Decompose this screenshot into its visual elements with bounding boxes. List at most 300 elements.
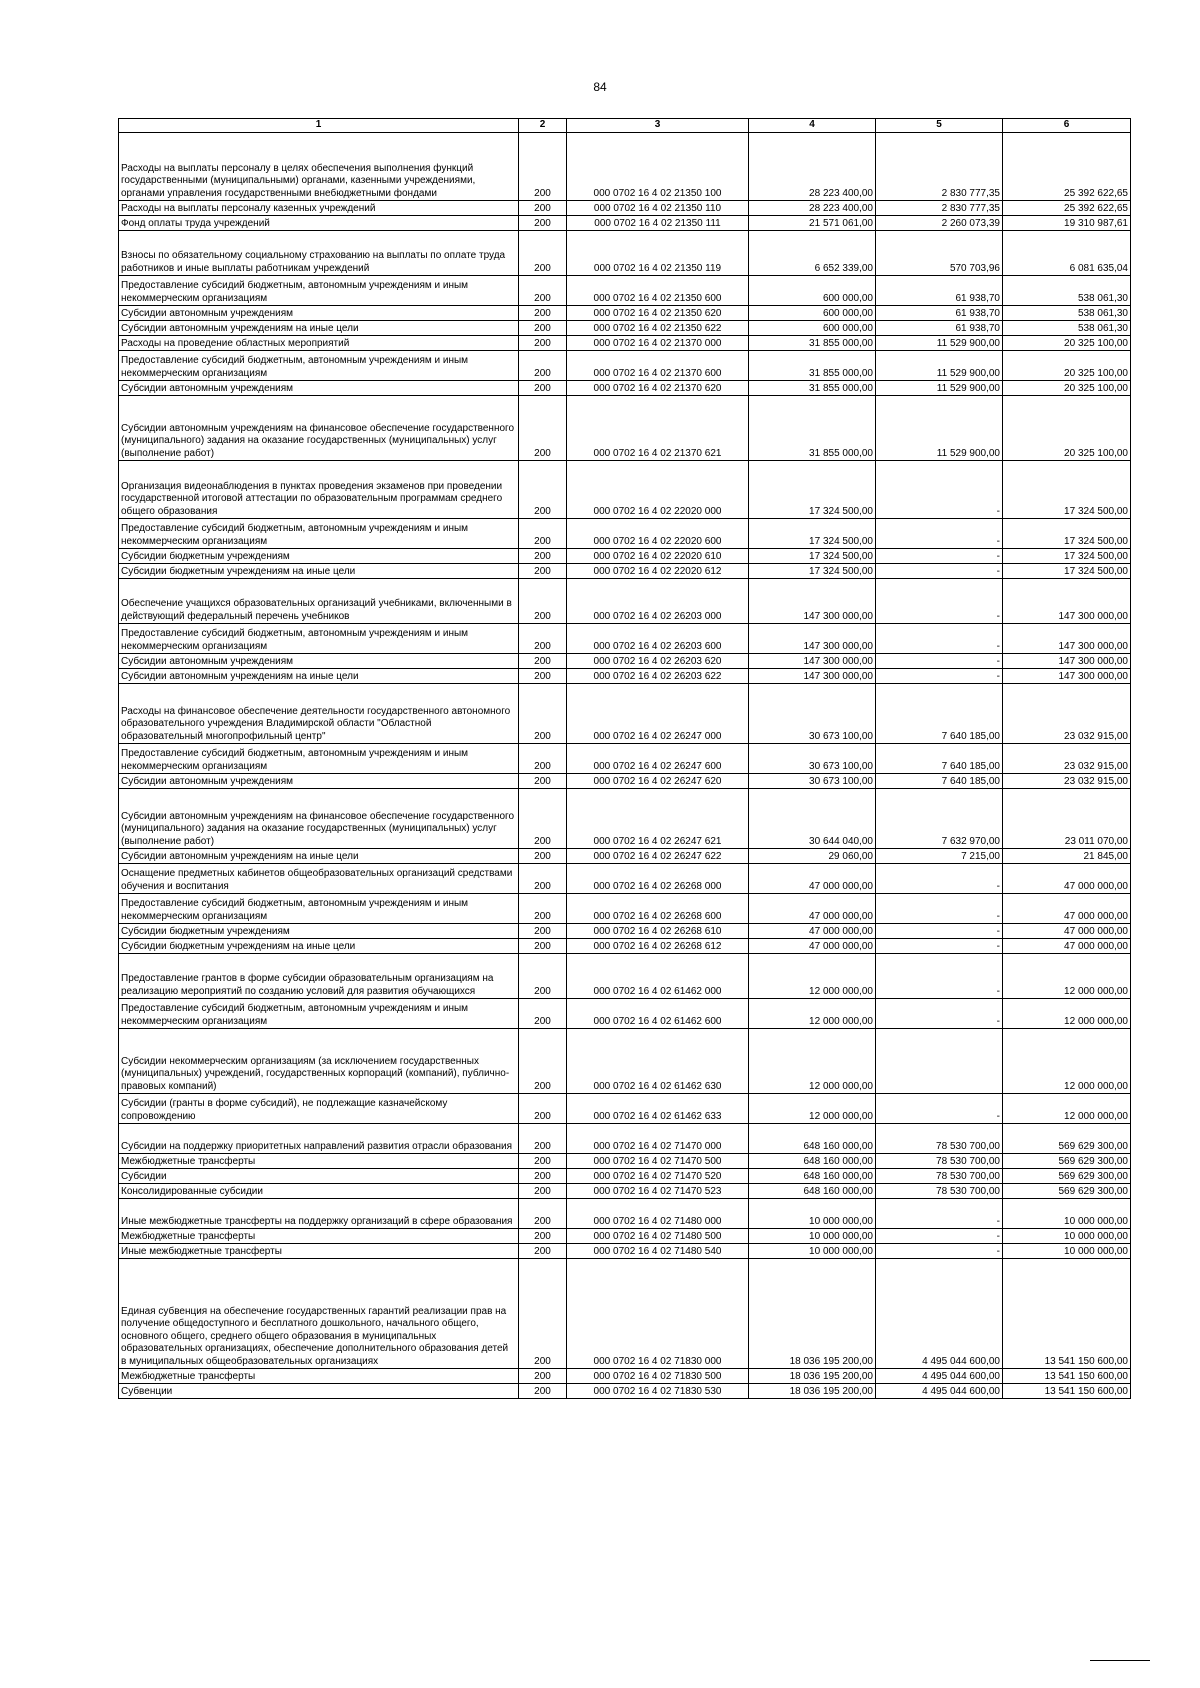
executed-cell: 7 640 185,00 [876,774,1003,789]
code-cell: 000 0702 16 4 02 61462 630 [567,1029,749,1094]
approved-cell: 30 644 040,00 [749,789,876,849]
table-row [119,1169,1131,1184]
approved-cell: 648 160 000,00 [749,1154,876,1169]
table-row [119,216,1131,231]
executed-cell: 7 640 185,00 [876,744,1003,774]
remaining-cell: 538 061,30 [1003,276,1131,306]
remaining-cell: 147 300 000,00 [1003,624,1131,654]
table-row [119,1369,1131,1384]
executed-cell: 7 215,00 [876,849,1003,864]
approved-cell: 600 000,00 [749,276,876,306]
level-cell: 200 [519,336,567,351]
code-cell: 000 0702 16 4 02 71480 500 [567,1229,749,1244]
table-row [119,321,1131,336]
remaining-cell: 12 000 000,00 [1003,1094,1131,1124]
level-cell: 200 [519,654,567,669]
approved-cell: 47 000 000,00 [749,939,876,954]
remaining-cell: 538 061,30 [1003,306,1131,321]
code-cell: 000 0702 16 4 02 21370 621 [567,396,749,461]
remaining-cell: 17 324 500,00 [1003,519,1131,549]
code-cell: 000 0702 16 4 02 61462 600 [567,999,749,1029]
remaining-cell: 25 392 622,65 [1003,201,1131,216]
row-name: Субсидии автономным учреждениям на финансовое обеспечение государственного (муниципального) задания на оказание государственных (муниципальных) услуг (выполнение работ) [119,396,519,461]
approved-cell: 648 160 000,00 [749,1184,876,1199]
table-row [119,351,1131,381]
row-name: Субсидии автономным учреждениям на иные цели [119,669,519,684]
row-name: Субсидии некоммерческим организациям (за исключением государственных (муниципальных) учреждений, государственных корпораций (компаний), публично-правовых компаний) [119,1029,519,1094]
level-cell: 200 [519,1169,567,1184]
executed-cell: 78 530 700,00 [876,1169,1003,1184]
level-cell: 200 [519,461,567,519]
approved-cell: 21 571 061,00 [749,216,876,231]
executed-cell: - [876,1244,1003,1259]
approved-cell: 31 855 000,00 [749,381,876,396]
code-cell: 000 0702 16 4 02 21350 110 [567,201,749,216]
approved-cell: 30 673 100,00 [749,684,876,744]
row-name: Расходы на выплаты персоналу казенных учреждений [119,201,519,216]
level-cell: 200 [519,201,567,216]
remaining-cell: 23 011 070,00 [1003,789,1131,849]
approved-cell: 30 673 100,00 [749,774,876,789]
approved-cell: 28 223 400,00 [749,201,876,216]
remaining-cell: 23 032 915,00 [1003,684,1131,744]
row-name: Субсидии (гранты в форме субсидий), не подлежащие казначейскому сопровождению [119,1094,519,1124]
table-row [119,1124,1131,1154]
col-header-3: 3 [567,119,749,133]
executed-cell: 570 703,96 [876,231,1003,276]
approved-cell: 47 000 000,00 [749,924,876,939]
approved-cell: 18 036 195 200,00 [749,1384,876,1399]
row-name: Предоставление субсидий бюджетным, автономным учреждениям и иным некоммерческим организациям [119,744,519,774]
level-cell: 200 [519,1154,567,1169]
approved-cell: 600 000,00 [749,306,876,321]
row-name: Субсидии автономным учреждениям [119,774,519,789]
executed-cell: 4 495 044 600,00 [876,1259,1003,1369]
code-cell: 000 0702 16 4 02 22020 610 [567,549,749,564]
remaining-cell: 20 325 100,00 [1003,381,1131,396]
remaining-cell: 6 081 635,04 [1003,231,1131,276]
row-name: Субсидии автономным учреждениям на иные цели [119,849,519,864]
code-cell: 000 0702 16 4 02 21350 620 [567,306,749,321]
row-name: Расходы на финансовое обеспечение деятельности государственного автономного образовательного учреждения Владимирской области "Областной образовательный многопрофильный центр" [119,684,519,744]
remaining-cell: 147 300 000,00 [1003,669,1131,684]
remaining-cell: 10 000 000,00 [1003,1199,1131,1229]
approved-cell: 17 324 500,00 [749,549,876,564]
remaining-cell: 13 541 150 600,00 [1003,1384,1131,1399]
level-cell: 200 [519,1199,567,1229]
approved-cell: 18 036 195 200,00 [749,1259,876,1369]
table-row [119,684,1131,744]
executed-cell: - [876,1094,1003,1124]
executed-cell: - [876,579,1003,624]
level-cell: 200 [519,381,567,396]
code-cell: 000 0702 16 4 02 26203 620 [567,654,749,669]
executed-cell: 11 529 900,00 [876,381,1003,396]
row-name: Расходы на проведение областных мероприятий [119,336,519,351]
executed-cell: - [876,999,1003,1029]
executed-cell: - [876,954,1003,999]
code-cell: 000 0702 16 4 02 21370 000 [567,336,749,351]
code-cell: 000 0702 16 4 02 26247 000 [567,684,749,744]
executed-cell: 4 495 044 600,00 [876,1369,1003,1384]
level-cell: 200 [519,939,567,954]
approved-cell: 31 855 000,00 [749,351,876,381]
row-name: Предоставление субсидий бюджетным, автономным учреждениям и иным некоммерческим организациям [119,276,519,306]
code-cell: 000 0702 16 4 02 26203 622 [567,669,749,684]
code-cell: 000 0702 16 4 02 26247 621 [567,789,749,849]
level-cell: 200 [519,321,567,336]
remaining-cell: 569 629 300,00 [1003,1184,1131,1199]
code-cell: 000 0702 16 4 02 26247 600 [567,744,749,774]
remaining-cell: 47 000 000,00 [1003,924,1131,939]
remaining-cell: 569 629 300,00 [1003,1154,1131,1169]
budget-table [118,118,1131,1399]
row-name: Предоставление субсидий бюджетным, автономным учреждениям и иным некоммерческим организациям [119,351,519,381]
level-cell: 200 [519,1369,567,1384]
approved-cell: 10 000 000,00 [749,1199,876,1229]
level-cell: 200 [519,1029,567,1094]
executed-cell: 78 530 700,00 [876,1184,1003,1199]
executed-cell: - [876,924,1003,939]
row-name: Расходы на выплаты персоналу в целях обеспечения выполнения функций государственными (муниципальными) органами, казенными учреждениями, органами управления государственными внебюджетными фондами [119,133,519,201]
row-name: Предоставление субсидий бюджетным, автономным учреждениям и иным некоммерческим организациям [119,624,519,654]
approved-cell: 47 000 000,00 [749,894,876,924]
row-name: Субсидии автономным учреждениям [119,654,519,669]
remaining-cell: 147 300 000,00 [1003,654,1131,669]
col-header-4: 4 [749,119,876,133]
table-row [119,789,1131,849]
row-name: Субсидии автономным учреждениям [119,381,519,396]
table-row [119,1199,1131,1229]
row-name: Взносы по обязательному социальному страхованию на выплаты по оплате труда работников и иные выплаты работникам учреждений [119,231,519,276]
table-row [119,924,1131,939]
remaining-cell: 20 325 100,00 [1003,396,1131,461]
col-header-2: 2 [519,119,567,133]
row-name: Субсидии автономным учреждениям на финансовое обеспечение государственного (муниципального) задания на оказание государственных (муниципальных) услуг (выполнение работ) [119,789,519,849]
table-row [119,396,1131,461]
remaining-cell: 47 000 000,00 [1003,939,1131,954]
code-cell: 000 0702 16 4 02 71830 500 [567,1369,749,1384]
executed-cell: - [876,939,1003,954]
code-cell: 000 0702 16 4 02 71470 520 [567,1169,749,1184]
table-row [119,1184,1131,1199]
approved-cell: 648 160 000,00 [749,1124,876,1154]
level-cell: 200 [519,924,567,939]
executed-cell: - [876,669,1003,684]
row-name: Предоставление субсидий бюджетным, автономным учреждениям и иным некоммерческим организациям [119,519,519,549]
code-cell: 000 0702 16 4 02 26203 600 [567,624,749,654]
approved-cell: 147 300 000,00 [749,579,876,624]
approved-cell: 10 000 000,00 [749,1229,876,1244]
approved-cell: 12 000 000,00 [749,1029,876,1094]
level-cell: 200 [519,231,567,276]
table-row [119,849,1131,864]
table-row [119,624,1131,654]
level-cell: 200 [519,999,567,1029]
code-cell: 000 0702 16 4 02 26247 622 [567,849,749,864]
level-cell: 200 [519,1094,567,1124]
remaining-cell: 10 000 000,00 [1003,1244,1131,1259]
remaining-cell: 13 541 150 600,00 [1003,1259,1131,1369]
table-row [119,954,1131,999]
approved-cell: 147 300 000,00 [749,669,876,684]
table-row [119,133,1131,201]
level-cell: 200 [519,744,567,774]
executed-cell: 11 529 900,00 [876,396,1003,461]
level-cell: 200 [519,276,567,306]
executed-cell: 2 830 777,35 [876,133,1003,201]
code-cell: 000 0702 16 4 02 21350 600 [567,276,749,306]
executed-cell: 7 632 970,00 [876,789,1003,849]
row-name: Консолидированные субсидии [119,1184,519,1199]
code-cell: 000 0702 16 4 02 26247 620 [567,774,749,789]
executed-cell: 78 530 700,00 [876,1154,1003,1169]
remaining-cell: 10 000 000,00 [1003,1229,1131,1244]
code-cell: 000 0702 16 4 02 26268 000 [567,864,749,894]
remaining-cell: 569 629 300,00 [1003,1124,1131,1154]
approved-cell: 29 060,00 [749,849,876,864]
row-name: Предоставление грантов в форме субсидии образовательным организациям на реализацию мероприятий по созданию условий для развития обучающихся [119,954,519,999]
row-name: Предоставление субсидий бюджетным, автономным учреждениям и иным некоммерческим организациям [119,894,519,924]
table-row [119,579,1131,624]
table-row [119,774,1131,789]
code-cell: 000 0702 16 4 02 21350 622 [567,321,749,336]
executed-cell: 61 938,70 [876,321,1003,336]
approved-cell: 17 324 500,00 [749,519,876,549]
row-name: Иные межбюджетные трансферты [119,1244,519,1259]
remaining-cell: 569 629 300,00 [1003,1169,1131,1184]
code-cell: 000 0702 16 4 02 22020 612 [567,564,749,579]
table-row [119,1384,1131,1399]
row-name: Межбюджетные трансферты [119,1229,519,1244]
level-cell: 200 [519,133,567,201]
table-body [119,133,1131,1399]
table-row [119,864,1131,894]
code-cell: 000 0702 16 4 02 71480 540 [567,1244,749,1259]
executed-cell: 4 495 044 600,00 [876,1384,1003,1399]
code-cell: 000 0702 16 4 02 26268 600 [567,894,749,924]
code-cell: 000 0702 16 4 02 21350 119 [567,231,749,276]
remaining-cell: 17 324 500,00 [1003,564,1131,579]
approved-cell: 6 652 339,00 [749,231,876,276]
row-name: Фонд оплаты труда учреждений [119,216,519,231]
row-name: Субвенции [119,1384,519,1399]
executed-cell [876,1029,1003,1094]
executed-cell: 11 529 900,00 [876,351,1003,381]
row-name: Субсидии автономным учреждениям на иные цели [119,321,519,336]
table-row [119,564,1131,579]
remaining-cell: 21 845,00 [1003,849,1131,864]
table-row [119,999,1131,1029]
row-name: Субсидии бюджетным учреждениям на иные цели [119,564,519,579]
executed-cell: 61 938,70 [876,306,1003,321]
code-cell: 000 0702 16 4 02 71480 000 [567,1199,749,1229]
executed-cell: - [876,894,1003,924]
level-cell: 200 [519,954,567,999]
executed-cell: 61 938,70 [876,276,1003,306]
code-cell: 000 0702 16 4 02 61462 000 [567,954,749,999]
code-cell: 000 0702 16 4 02 26203 000 [567,579,749,624]
approved-cell: 17 324 500,00 [749,564,876,579]
table-row [119,276,1131,306]
row-name: Субсидии бюджетным учреждениям на иные цели [119,939,519,954]
approved-cell: 12 000 000,00 [749,954,876,999]
approved-cell: 10 000 000,00 [749,1244,876,1259]
approved-cell: 147 300 000,00 [749,624,876,654]
executed-cell: 7 640 185,00 [876,684,1003,744]
table-row [119,1229,1131,1244]
remaining-cell: 25 392 622,65 [1003,133,1131,201]
remaining-cell: 19 310 987,61 [1003,216,1131,231]
level-cell: 200 [519,1184,567,1199]
executed-cell: 11 529 900,00 [876,336,1003,351]
executed-cell: - [876,519,1003,549]
code-cell: 000 0702 16 4 02 22020 600 [567,519,749,549]
row-name: Организация видеонаблюдения в пунктах проведения экзаменов при проведении государственной итоговой аттестации по образовательным программам среднего общего образования [119,461,519,519]
remaining-cell: 12 000 000,00 [1003,1029,1131,1094]
executed-cell: - [876,624,1003,654]
approved-cell: 31 855 000,00 [749,396,876,461]
remaining-cell: 20 325 100,00 [1003,336,1131,351]
bottom-rule [1090,1660,1150,1661]
level-cell: 200 [519,1124,567,1154]
level-cell: 200 [519,579,567,624]
level-cell: 200 [519,864,567,894]
table-row [119,549,1131,564]
executed-cell: 78 530 700,00 [876,1124,1003,1154]
code-cell: 000 0702 16 4 02 71830 530 [567,1384,749,1399]
table-row [119,1029,1131,1094]
row-name: Межбюджетные трансферты [119,1369,519,1384]
level-cell: 200 [519,849,567,864]
remaining-cell: 12 000 000,00 [1003,954,1131,999]
table-row [119,1244,1131,1259]
row-name: Субсидии [119,1169,519,1184]
code-cell: 000 0702 16 4 02 26268 612 [567,939,749,954]
table-row [119,1094,1131,1124]
remaining-cell: 23 032 915,00 [1003,774,1131,789]
code-cell: 000 0702 16 4 02 71470 500 [567,1154,749,1169]
row-name: Обеспечение учащихся образовательных организаций учебниками, включенными в действующий федеральный перечень учебников [119,579,519,624]
level-cell: 200 [519,774,567,789]
code-cell: 000 0702 16 4 02 21370 620 [567,381,749,396]
code-cell: 000 0702 16 4 02 71830 000 [567,1259,749,1369]
code-cell: 000 0702 16 4 02 21370 600 [567,351,749,381]
code-cell: 000 0702 16 4 02 21350 100 [567,133,749,201]
executed-cell: - [876,549,1003,564]
row-name: Предоставление субсидий бюджетным, автономным учреждениям и иным некоммерческим организациям [119,999,519,1029]
level-cell: 200 [519,564,567,579]
row-name: Оснащение предметных кабинетов общеобразовательных организаций средствами обучения и воспитания [119,864,519,894]
code-cell: 000 0702 16 4 02 61462 633 [567,1094,749,1124]
remaining-cell: 17 324 500,00 [1003,461,1131,519]
remaining-cell: 47 000 000,00 [1003,864,1131,894]
table-row [119,669,1131,684]
level-cell: 200 [519,1259,567,1369]
header-row [119,119,1131,133]
level-cell: 200 [519,1244,567,1259]
code-cell: 000 0702 16 4 02 21350 111 [567,216,749,231]
row-name: Субсидии бюджетным учреждениям [119,549,519,564]
code-cell: 000 0702 16 4 02 26268 610 [567,924,749,939]
approved-cell: 648 160 000,00 [749,1169,876,1184]
approved-cell: 12 000 000,00 [749,1094,876,1124]
table-row [119,1259,1131,1369]
table-row [119,306,1131,321]
approved-cell: 30 673 100,00 [749,744,876,774]
level-cell: 200 [519,669,567,684]
executed-cell: - [876,461,1003,519]
executed-cell: 2 830 777,35 [876,201,1003,216]
approved-cell: 18 036 195 200,00 [749,1369,876,1384]
remaining-cell: 20 325 100,00 [1003,351,1131,381]
table-row [119,744,1131,774]
table-row [119,894,1131,924]
remaining-cell: 47 000 000,00 [1003,894,1131,924]
level-cell: 200 [519,1384,567,1399]
level-cell: 200 [519,789,567,849]
row-name: Субсидии на поддержку приоритетных направлений развития отрасли образования [119,1124,519,1154]
level-cell: 200 [519,351,567,381]
table-row [119,654,1131,669]
level-cell: 200 [519,894,567,924]
approved-cell: 28 223 400,00 [749,133,876,201]
approved-cell: 47 000 000,00 [749,864,876,894]
row-name: Межбюджетные трансферты [119,1154,519,1169]
code-cell: 000 0702 16 4 02 71470 000 [567,1124,749,1154]
level-cell: 200 [519,684,567,744]
row-name: Иные межбюджетные трансферты на поддержку организаций в сфере образования [119,1199,519,1229]
approved-cell: 600 000,00 [749,321,876,336]
row-name: Субсидии бюджетным учреждениям [119,924,519,939]
approved-cell: 17 324 500,00 [749,461,876,519]
remaining-cell: 12 000 000,00 [1003,999,1131,1029]
remaining-cell: 538 061,30 [1003,321,1131,336]
table-row [119,519,1131,549]
remaining-cell: 17 324 500,00 [1003,549,1131,564]
table-row [119,201,1131,216]
level-cell: 200 [519,396,567,461]
remaining-cell: 147 300 000,00 [1003,579,1131,624]
table-row [119,231,1131,276]
table-row [119,381,1131,396]
table-row [119,461,1131,519]
remaining-cell: 13 541 150 600,00 [1003,1369,1131,1384]
remaining-cell: 23 032 915,00 [1003,744,1131,774]
col-header-5: 5 [876,119,1003,133]
executed-cell: - [876,1199,1003,1229]
level-cell: 200 [519,1229,567,1244]
table-row [119,1154,1131,1169]
row-name: Единая субвенция на обеспечение государственных гарантий реализации прав на получение общедоступного и бесплатного дошкольного, начального общего, основного общего, среднего общего образования в муниципальных образовательных организациях, обеспечение дополнительного образования детей в муниципальных общеобразовательных организациях [119,1259,519,1369]
code-cell: 000 0702 16 4 02 71470 523 [567,1184,749,1199]
table-row [119,336,1131,351]
level-cell: 200 [519,216,567,231]
page-number: 84 [593,80,607,94]
level-cell: 200 [519,624,567,654]
col-header-6: 6 [1003,119,1131,133]
executed-cell: - [876,1229,1003,1244]
executed-cell: 2 260 073,39 [876,216,1003,231]
executed-cell: - [876,654,1003,669]
approved-cell: 147 300 000,00 [749,654,876,669]
level-cell: 200 [519,306,567,321]
approved-cell: 31 855 000,00 [749,336,876,351]
col-header-1: 1 [119,119,519,133]
approved-cell: 12 000 000,00 [749,999,876,1029]
executed-cell: - [876,864,1003,894]
table-row [119,939,1131,954]
